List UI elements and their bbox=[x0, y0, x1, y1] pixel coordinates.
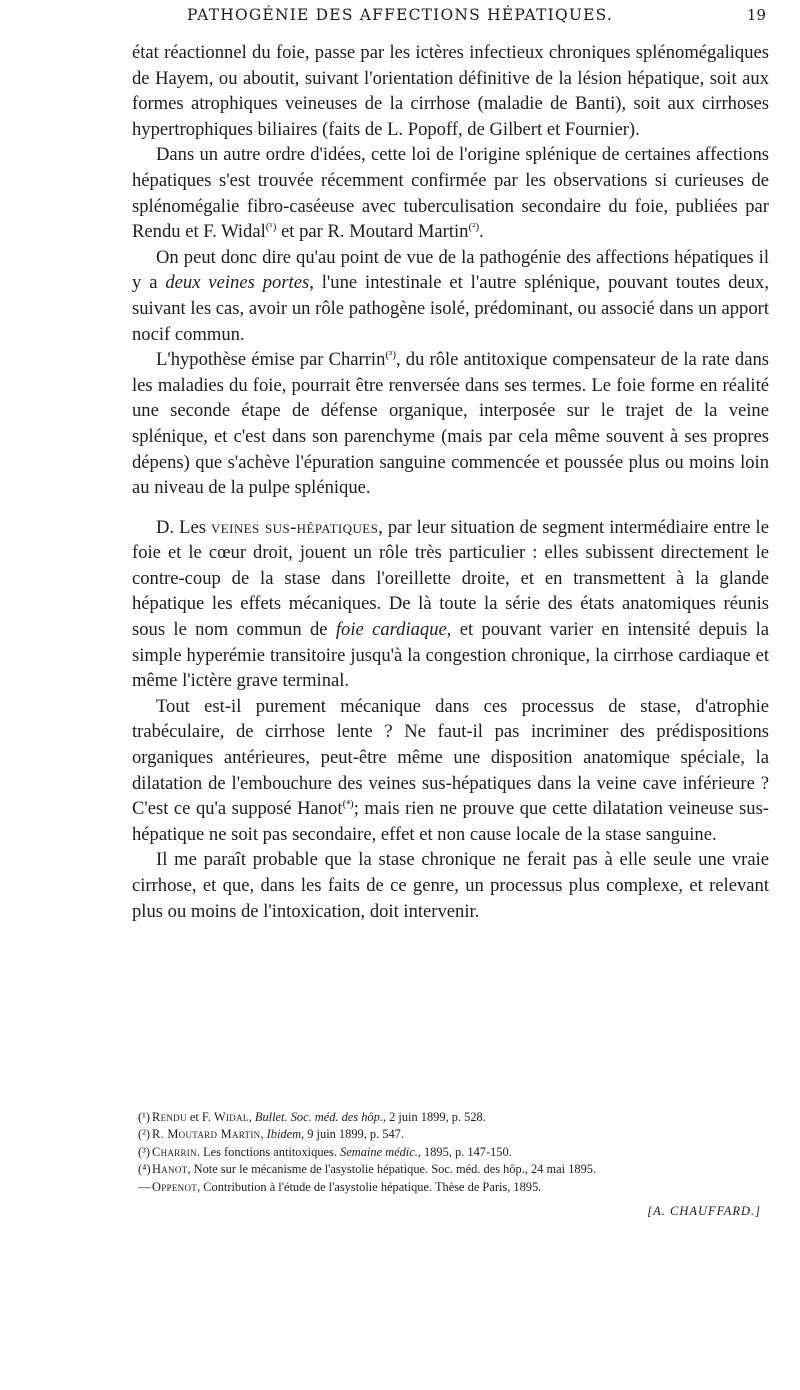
footnote-mark: (³) bbox=[138, 1144, 150, 1159]
text-run: L'hypothèse émise par Charrin bbox=[156, 349, 386, 371]
text-run: . Les fonctions antitoxiques. bbox=[196, 1144, 341, 1159]
footnote-ref-1: (¹) bbox=[265, 221, 277, 234]
text-run: , 2 juin 1899, p. 528. bbox=[382, 1110, 486, 1124]
body-text bbox=[132, 40, 769, 924]
paragraph-6 bbox=[132, 694, 769, 848]
journal-title: Semaine médic. bbox=[340, 1144, 418, 1159]
footnote-mark: (²) bbox=[138, 1127, 150, 1142]
paragraph-3 bbox=[132, 245, 769, 347]
footnote-ref-2: (²) bbox=[468, 221, 480, 234]
footnote-mark: — bbox=[138, 1179, 151, 1194]
journal-title: Bullet. Soc. méd. des hôp. bbox=[254, 1110, 383, 1124]
footnote-1 bbox=[132, 1109, 769, 1126]
section-d-paragraph bbox=[132, 515, 769, 694]
footnotes bbox=[132, 1109, 769, 1196]
text-run: , par leur situation de segment intermédiaire entre le foie et le cœur droit, jouent un rôle très particulier : elles subissent directement le contre-coup de la stase dans l'oreillette droite, et en transmettent à la glande hépatique les effets mécaniques. De là toute la série des états anatomiques réunis sous le nom commun de bbox=[132, 516, 769, 641]
text-run: , Note sur le mécanisme de l'asystolie hépatique. Soc. méd. des hôp., 24 mai 1895. bbox=[187, 1162, 597, 1177]
paragraph-1: état réactionnel du foie, passe par les ictères infectieux chroniques splénomégaliques de Hayem, ou aboutit, suivant l'orientation définitive de la lésion hépatique, soit aux formes atrophiques veineuses de la cirrhose (maladie de Banti), soit aux cirrhoses hypertrophiques biliaires (faits de L. Popoff, de Gilbert et Fournier). bbox=[132, 42, 769, 140]
text-run: . bbox=[479, 221, 484, 243]
footnote-2 bbox=[132, 1126, 769, 1143]
page-header bbox=[0, 2, 800, 28]
text-run: ; mais rien ne prouve que cette dilatation veineuse sus-hépatique ne soit pas secondaire, effet et non cause locale de la stase sanguine. bbox=[132, 798, 769, 845]
footnote-3 bbox=[132, 1144, 769, 1161]
author-name: R. Moutard Martin bbox=[152, 1127, 261, 1142]
footnote-mark: (¹) bbox=[138, 1110, 150, 1124]
footnote-5 bbox=[132, 1179, 769, 1196]
footnote-mark: (⁴) bbox=[138, 1162, 151, 1177]
text-run: Dans un autre ordre d'idées, cette loi de l'origine splénique de certaines affections hépatiques s'est trouvée récemment confirmée par les observations si curieuses de splénomégalie fibro-caséeuse avec tuberculisation secondaire du foie, publiées par Rendu et F. Widal bbox=[132, 144, 769, 243]
footnote-ref-4: (⁴) bbox=[342, 798, 354, 811]
author-name: Oppenot bbox=[152, 1179, 198, 1194]
text-run: , l'une intestinale et l'autre splénique, pouvant toutes deux, suivant les cas, avoir un rôle pathogène isolé, prédominant, ou associé dans un apport nocif commun. bbox=[132, 272, 769, 345]
text-run: , bbox=[260, 1127, 267, 1142]
text-run: , 1895, p. 147-150. bbox=[417, 1144, 512, 1159]
paragraph-7: Il me paraît probable que la stase chronique ne ferait pas à elle seule une vraie cirrhose, et que, dans les faits de ce genre, un processus plus complexe, et relevant plus ou moins de l'intoxication, doit intervenir. bbox=[132, 849, 769, 922]
author-name: Hanot bbox=[152, 1162, 188, 1177]
emphasis: deux veines portes bbox=[165, 272, 310, 294]
section-lead: D. Les bbox=[156, 516, 211, 538]
emphasis: foie cardiaque bbox=[335, 619, 447, 641]
paragraph-2 bbox=[132, 142, 769, 244]
journal-title: Ibidem bbox=[266, 1127, 302, 1142]
text-run: , Contribution à l'étude de l'asystolie hépatique. Thèse de Paris, 1895. bbox=[197, 1179, 542, 1194]
text-run: On peut donc dire qu'au point de vue de la pathogénie des affections hépatiques il y a bbox=[132, 246, 769, 294]
running-title: PATHOGÉNIE DES AFFECTIONS HÉPATIQUES. bbox=[186, 6, 614, 24]
text-run: , bbox=[248, 1110, 255, 1124]
author-name: Charrin bbox=[152, 1144, 197, 1159]
section-heading: veines sus-hépatiques bbox=[210, 516, 379, 538]
text-run: , du rôle antitoxique compensateur de la rate dans les maladies du foie, pourrait être renversée dans ses termes. Le foie forme en réalité une seconde étape de défense organique, interposée sur le trajet de la veine splénique, et c'est dans son parenchyme (mais par cela même souvent à ses propres dépens) que s'achève l'épuration sanguine commencée et poussée plus ou moins loin au niveau de la pulpe splénique. bbox=[132, 349, 769, 499]
page-number: 19 bbox=[746, 6, 766, 24]
text-run: , 9 juin 1899, p. 547. bbox=[301, 1127, 404, 1142]
text-run: et par R. Moutard Martin bbox=[276, 221, 469, 243]
footnote-4 bbox=[132, 1161, 769, 1178]
footnote-ref-3: (³) bbox=[385, 349, 397, 362]
text-run: , et pouvant varier en intensité depuis la simple hyperémie transitoire jusqu'à la congestion chronique, la cirrhose cardiaque et même l'ictère grave terminal. bbox=[132, 619, 770, 692]
author-name: Widal bbox=[214, 1110, 249, 1124]
author-name: Rendu bbox=[152, 1110, 187, 1124]
author-credit: [A. CHAUFFARD.] bbox=[647, 1204, 761, 1218]
text-run: Tout est-il purement mécanique dans ces processus de stase, d'atrophie trabéculaire, de cirrhose lente ? Ne faut-il pas incriminer des prédispositions organiques antérieures, peut-être même une disposition anatomique spéciale, la dilatation de l'embouchure des veines sus-hépatiques dans la veine cave inférieure ? C'est ce qu'a supposé Hanot bbox=[132, 695, 769, 820]
paragraph-4 bbox=[132, 347, 769, 501]
text-run: et F. bbox=[186, 1110, 214, 1124]
